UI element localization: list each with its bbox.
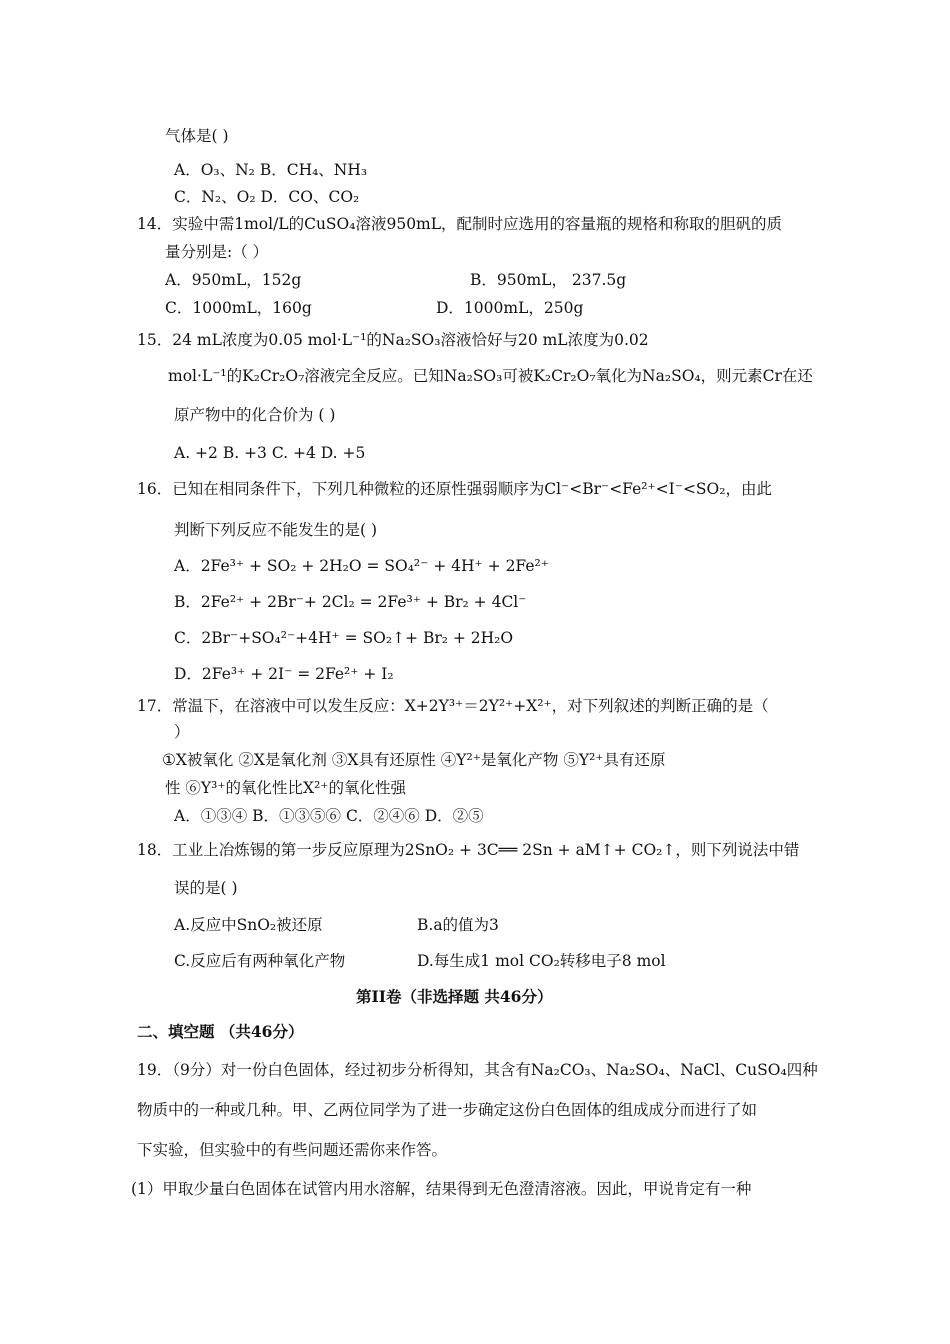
q14-option-a: A．950mL，152g (165, 271, 302, 289)
q16-option-c: C．2Br⁻+SO₄²⁻+4H⁺ = SO₂↑+ Br₂ + 2H₂O (174, 629, 514, 647)
q18-option-d: D.每生成1 mol CO₂转移电子8 mol (417, 952, 666, 970)
q16-option-b: B．2Fe²⁺ + 2Br⁻+ 2Cl₂ = 2Fe³⁺ + Br₂ + 4Cl⁻ (174, 593, 527, 611)
q14-stem: 14．实验中需1mol/L的CuSO₄溶液950mL，配制时应选用的容量瓶的规格和称取的胆矾的质 (137, 215, 783, 233)
q19-part1: (1）甲取少量白色固体在试管内用水溶解，结果得到无色澄清溶液。因此，甲说肯定有一种 (131, 1180, 752, 1198)
q14-option-b: B．950mL， 237.5g (470, 271, 627, 289)
q18-option-a: A.反应中SnO₂被还原 (174, 916, 323, 934)
q17-options: A．①③④ B．①③⑤⑥ C．②④⑥ D．②⑤ (174, 807, 484, 825)
q18-option-b: B.a的值为3 (417, 916, 499, 934)
q18-stem: 18．工业上冶炼锡的第一步反应原理为2SnO₂ + 3C══ 2Sn + aM↑+ CO₂↑，则下列说法中错 (137, 841, 800, 859)
q17-stem-cont: ） (174, 723, 190, 741)
q19-stem-end: 下实验，但实验中的有些问题还需你来作答。 (137, 1141, 448, 1159)
q16-stem: 16．已知在相同条件下，下列几种微粒的还原性强弱顺序为Cl⁻<Br⁻<Fe²⁺<I⁻<SO₂，由此 (137, 480, 772, 498)
fill-in-heading: 二、填空题 （共46分） (137, 1022, 304, 1041)
q15-options: A. +2 B. +3 C. +4 D. +5 (174, 444, 366, 462)
q19-stem-cont: 物质中的一种或几种。甲、乙两位同学为了进一步确定这份白色固体的组成成分而进行了如 (137, 1101, 758, 1119)
q14-option-c: C．1000mL，160g (165, 299, 312, 317)
q17-statements-cont: 性 ⑥Y³⁺的氧化性比X²⁺的氧化性强 (165, 779, 406, 797)
q16-option-a: A．2Fe³⁺ + SO₂ + 2H₂O = SO₄²⁻ + 4H⁺ + 2Fe²⁺ (174, 557, 549, 575)
q13-options-cd: C．N₂、O₂ D．CO、CO₂ (174, 188, 360, 206)
q17-statements: ①X被氧化 ②X是氧化剂 ③X具有还原性 ④Y²⁺是氧化产物 ⑤Y²⁺具有还原 (162, 751, 666, 769)
q13-continuation: 气体是( ) (165, 127, 229, 145)
q18-option-c: C.反应后有两种氧化产物 (174, 952, 346, 970)
q15-stem-cont: mol·L⁻¹的K₂Cr₂O₇溶液完全反应。已知Na₂SO₃可被K₂Cr₂O₇氧化为Na₂SO₄，则元素Cr在还 (168, 367, 813, 385)
q14-option-d: D．1000mL，250g (436, 299, 584, 317)
q16-stem-cont: 判断下列反应不能发生的是( ) (174, 521, 378, 539)
q17-stem: 17．常温下，在溶液中可以发生反应：X+2Y³⁺＝2Y²⁺+X²⁺，对下列叙述的判断正确的是（ (137, 697, 769, 715)
q14-stem-cont: 量分别是:（ ） (165, 243, 269, 261)
q19-stem: 19．（9分）对一份白色固体，经过初步分析得知，其含有Na₂CO₃、Na₂SO₄、NaCl、CuSO₄四种 (137, 1061, 818, 1079)
q18-stem-cont: 误的是( ) (174, 879, 238, 897)
q13-options-ab: A．O₃、N₂ B．CH₄、NH₃ (174, 161, 368, 179)
q15-stem-end: 原产物中的化合价为 ( ) (174, 406, 336, 424)
q15-stem: 15．24 mL浓度为0.05 mol·L⁻¹的Na₂SO₃溶液恰好与20 mL浓度为0.02 (137, 331, 649, 349)
q16-option-d: D．2Fe³⁺ + 2I⁻ = 2Fe²⁺ + I₂ (174, 665, 394, 683)
section-title: 第II卷（非选择题 共46分） (356, 987, 553, 1006)
